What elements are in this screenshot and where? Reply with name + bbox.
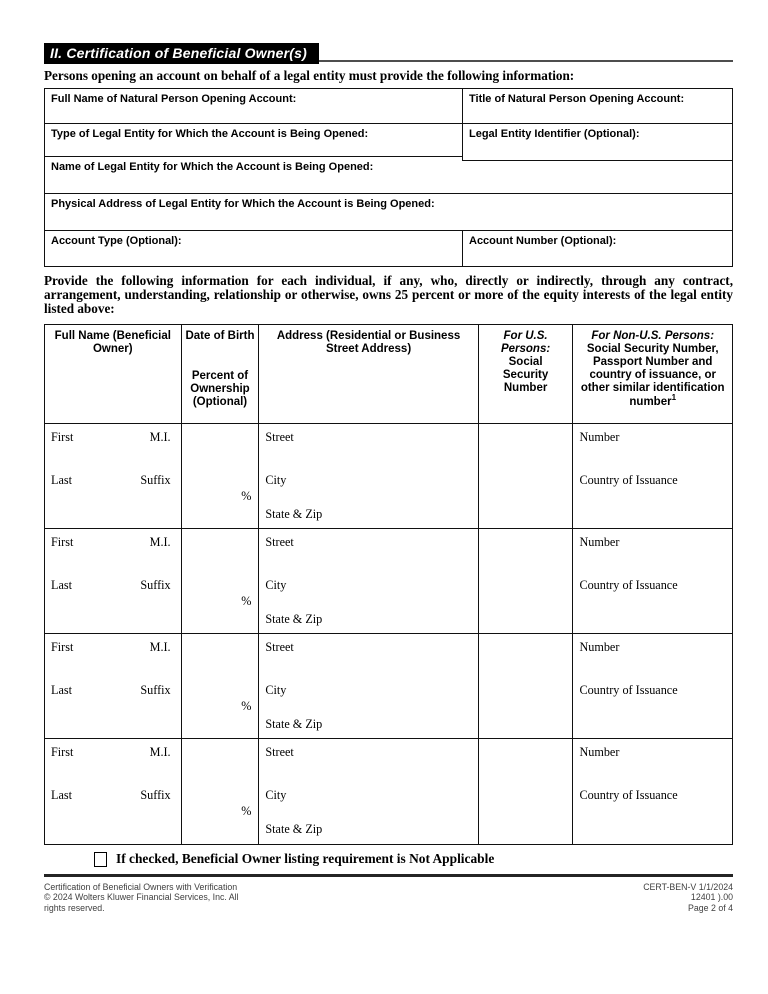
state-zip-label: State & Zip <box>265 821 323 836</box>
section-title-bar <box>44 43 733 62</box>
mi-label: M.I. <box>149 744 171 759</box>
header-non-us-id: Social Security Number, Passport Number and country of issuance, or other similar identification number$^1$ <box>580 342 725 408</box>
field-natural-person-title[interactable] <box>462 89 732 124</box>
suffix-label: Suffix <box>140 682 171 697</box>
field-physical-address[interactable] <box>45 194 732 231</box>
header-non-us-persons-lead: For Non-U.S. Persons: <box>591 329 715 342</box>
footer-line: © 2024 Wolters Kluwer Financial Services, Inc. All <box>44 892 239 903</box>
owner4-ssn-cell[interactable] <box>478 739 573 844</box>
footer-line: Page 2 of 4 <box>688 902 733 913</box>
footer-line: Certification of Beneficial Owners with Verification <box>44 881 238 892</box>
field-legal-entity-name[interactable] <box>45 157 732 194</box>
number-label: Number <box>579 429 620 444</box>
owner4-non-us-id-cell[interactable] <box>572 739 732 844</box>
beneficial-owners-table <box>44 324 733 845</box>
owner4-address-cell[interactable] <box>258 739 477 844</box>
state-zip-label: State & Zip <box>265 716 323 731</box>
footer-line: rights reserved. <box>44 902 105 913</box>
header-percent-ownership: Percent of Ownership (Optional) <box>190 369 250 409</box>
owner1-ssn-cell[interactable] <box>478 424 573 529</box>
owner1-name-cell[interactable] <box>45 424 181 529</box>
country-label: Country of Issuance <box>579 577 678 592</box>
percent-label: % <box>241 803 252 818</box>
footer-line: 12401 ).00 <box>690 892 733 903</box>
not-applicable-row <box>44 850 733 869</box>
owner2-non-us-id-cell[interactable] <box>572 529 732 634</box>
suffix-label: Suffix <box>140 577 171 592</box>
owner4-dob-percent-cell[interactable] <box>181 739 259 844</box>
field-legal-entity-type[interactable] <box>45 124 462 157</box>
last-label: Last <box>51 472 72 487</box>
owner1-dob-percent-cell[interactable] <box>181 424 259 529</box>
owner3-name-cell[interactable] <box>45 634 181 739</box>
header-us-persons-lead: For U.S. Persons: <box>500 329 551 355</box>
mi-label: M.I. <box>149 429 171 444</box>
form-content <box>44 0 733 913</box>
percent-label: % <box>241 593 252 608</box>
mi-label: M.I. <box>149 534 171 549</box>
header-full-name: Full Name (Beneficial Owner) <box>45 325 181 424</box>
field-natural-person-name[interactable] <box>45 89 462 124</box>
first-label: First <box>51 639 74 654</box>
city-label: City <box>265 682 287 697</box>
number-label: Number <box>579 534 620 549</box>
page-footer <box>44 882 733 914</box>
header-dob-ownership <box>181 325 259 424</box>
header-dob: Date of Birth <box>185 329 255 342</box>
owner4-name-cell[interactable] <box>45 739 181 844</box>
street-label: Street <box>265 429 294 444</box>
owner3-non-us-id-cell[interactable] <box>572 634 732 739</box>
city-label: City <box>265 472 287 487</box>
city-label: City <box>265 577 287 592</box>
mi-label: M.I. <box>149 639 171 654</box>
city-label: City <box>265 787 287 802</box>
percent-label: % <box>241 698 252 713</box>
field-legal-entity-identifier[interactable] <box>462 124 732 161</box>
first-label: First <box>51 429 74 444</box>
last-label: Last <box>51 787 72 802</box>
percent-label: % <box>241 488 252 503</box>
street-label: Street <box>265 639 294 654</box>
intro-line: Persons opening an account on behalf of a legal entity must provide the following information: <box>44 68 575 83</box>
header-us-persons <box>478 325 573 424</box>
header-address: Address (Residential or Business Street Address) <box>258 325 477 424</box>
field-label: Title of Natural Person Opening Account: <box>469 93 685 105</box>
field-account-number[interactable] <box>462 231 732 266</box>
country-label: Country of Issuance <box>579 472 678 487</box>
not-applicable-label: If checked, Beneficial Owner listing requirement is Not Applicable <box>116 851 495 867</box>
header-ssn: Social Security Number <box>502 356 549 395</box>
field-label: Account Number (Optional): <box>469 235 617 247</box>
suffix-label: Suffix <box>140 787 171 802</box>
section-title: II. Certification of Beneficial Owner(s) <box>44 43 319 64</box>
header-non-us-persons <box>572 325 732 424</box>
suffix-label: Suffix <box>140 472 171 487</box>
owner2-address-cell[interactable] <box>258 529 477 634</box>
footer-copyright <box>44 882 239 914</box>
header-spacer <box>184 343 257 370</box>
field-label: Name of Legal Entity for Which the Account is Being Opened: <box>51 161 374 173</box>
last-label: Last <box>51 577 72 592</box>
field-label: Legal Entity Identifier (Optional): <box>469 128 640 140</box>
owners-instructions: Provide the following information for each individual, if any, who, directly or indirectly, through any contract, arrangement, understanding, relationship or otherwise, owns 25 percent or more of the equity interests of the legal entity listed above: <box>44 273 733 317</box>
owner2-name-cell[interactable] <box>45 529 181 634</box>
street-label: Street <box>265 744 294 759</box>
first-label: First <box>51 744 74 759</box>
field-label: Type of Legal Entity for Which the Account is Being Opened: <box>51 128 369 140</box>
entity-info-table <box>44 88 733 267</box>
footnote-marker: 1 <box>671 392 677 402</box>
last-label: Last <box>51 682 72 697</box>
owner3-address-cell[interactable] <box>258 634 477 739</box>
owner3-dob-percent-cell[interactable] <box>181 634 259 739</box>
not-applicable-checkbox[interactable] <box>94 852 107 867</box>
owner2-dob-percent-cell[interactable] <box>181 529 259 634</box>
country-label: Country of Issuance <box>579 682 678 697</box>
number-label: Number <box>579 744 620 759</box>
field-label: Full Name of Natural Person Opening Account: <box>51 93 297 105</box>
footer-line: CERT-BEN-V 1/1/2024 <box>643 881 733 892</box>
first-label: First <box>51 534 74 549</box>
field-account-type[interactable] <box>45 231 462 266</box>
country-label: Country of Issuance <box>579 787 678 802</box>
number-label: Number <box>579 639 620 654</box>
owner3-ssn-cell[interactable] <box>478 634 573 739</box>
state-zip-label: State & Zip <box>265 506 323 521</box>
footer-rule <box>44 874 733 877</box>
owner2-ssn-cell[interactable] <box>478 529 573 634</box>
state-zip-label: State & Zip <box>265 611 323 626</box>
owner1-address-cell[interactable] <box>258 424 477 529</box>
footer-form-id <box>643 882 733 914</box>
field-label: Physical Address of Legal Entity for Which the Account is Being Opened: <box>51 198 435 210</box>
street-label: Street <box>265 534 294 549</box>
owner1-non-us-id-cell[interactable] <box>572 424 732 529</box>
field-label: Account Type (Optional): <box>51 235 182 247</box>
